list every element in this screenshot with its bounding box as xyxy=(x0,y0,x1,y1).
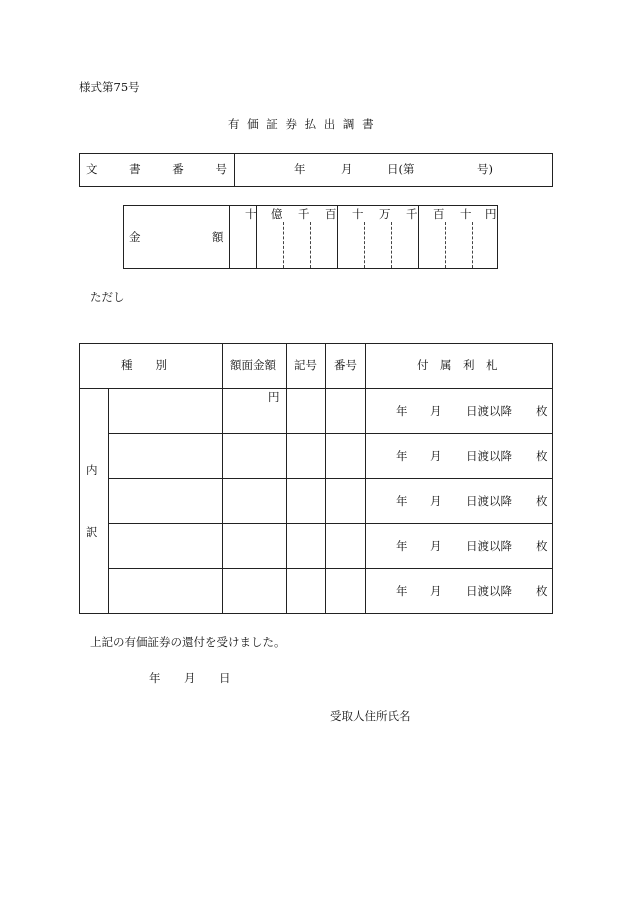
unit-label: 億 xyxy=(271,207,283,221)
date-month: 月 xyxy=(184,671,196,685)
header-kind: 種 別 xyxy=(121,358,167,372)
dashed-divider xyxy=(445,222,446,268)
side-label-1: 内 xyxy=(86,463,98,477)
row-month: 月 xyxy=(430,449,442,463)
row-year: 年 xyxy=(396,584,408,598)
unit-label: 十 xyxy=(245,207,257,221)
header-symbol: 記号 xyxy=(294,358,317,372)
row-day: 日渡以降 xyxy=(466,404,512,418)
row-count: 枚 xyxy=(536,584,548,598)
row-day: 日渡以降 xyxy=(466,494,512,508)
divider xyxy=(234,153,235,187)
doc-year-label: 年 xyxy=(294,162,306,176)
header-divider xyxy=(79,388,553,389)
row-year: 年 xyxy=(396,404,408,418)
row-year: 年 xyxy=(396,494,408,508)
doc-no-label: 号) xyxy=(477,162,493,176)
row-day: 日渡以降 xyxy=(466,584,512,598)
row-month: 月 xyxy=(430,404,442,418)
row-month: 月 xyxy=(430,584,442,598)
row-year: 年 xyxy=(396,539,408,553)
header-face-value: 額面金額 xyxy=(230,358,276,372)
row-month: 月 xyxy=(430,494,442,508)
page-title: 有 価 証 券 払 出 調 書 xyxy=(228,117,376,131)
dashed-divider xyxy=(391,222,392,268)
unit-label: 十 xyxy=(460,207,472,221)
doc-number-label: 文 書 番 号 xyxy=(86,162,227,176)
unit-label: 十 xyxy=(352,207,364,221)
unit-label: 万 xyxy=(379,207,391,221)
row-day: 日渡以降 xyxy=(466,449,512,463)
divider xyxy=(229,205,230,269)
side-label-2: 訳 xyxy=(86,525,98,539)
amount-label-2: 額 xyxy=(212,230,224,244)
row-day: 日渡以降 xyxy=(466,539,512,553)
row-divider xyxy=(108,568,553,569)
row-divider xyxy=(108,523,553,524)
date-day: 日 xyxy=(219,671,231,685)
date-year: 年 xyxy=(149,671,161,685)
receipt-text: 上記の有価証券の還付を受けました。 xyxy=(90,635,286,649)
unit-label: 千 xyxy=(298,207,310,221)
row-month: 月 xyxy=(430,539,442,553)
dashed-divider xyxy=(310,222,311,268)
form-number: 様式第75号 xyxy=(79,80,140,94)
divider xyxy=(418,205,419,269)
dashed-divider xyxy=(283,222,284,268)
doc-day-no-label: 日(第 xyxy=(387,162,415,176)
doc-month-label: 月 xyxy=(341,162,353,176)
unit-label: 千 xyxy=(406,207,418,221)
dashed-divider xyxy=(472,222,473,268)
divider xyxy=(337,205,338,269)
dashed-divider xyxy=(364,222,365,268)
header-number: 番号 xyxy=(334,358,357,372)
header-coupon: 付 属 利 札 xyxy=(417,358,498,372)
row-year: 年 xyxy=(396,449,408,463)
row-count: 枚 xyxy=(536,494,548,508)
row-divider xyxy=(108,478,553,479)
row-divider xyxy=(108,433,553,434)
divider xyxy=(108,388,109,614)
row-count: 枚 xyxy=(536,539,548,553)
unit-label: 百 xyxy=(433,207,445,221)
recipient-label: 受取人住所氏名 xyxy=(330,709,411,723)
row-count: 枚 xyxy=(536,449,548,463)
proviso-label: ただし xyxy=(90,290,125,304)
amount-label-1: 金 xyxy=(129,230,141,244)
unit-label: 百 xyxy=(325,207,337,221)
yen-unit: 円 xyxy=(268,390,280,404)
unit-label: 円 xyxy=(485,207,497,221)
row-count: 枚 xyxy=(536,404,548,418)
